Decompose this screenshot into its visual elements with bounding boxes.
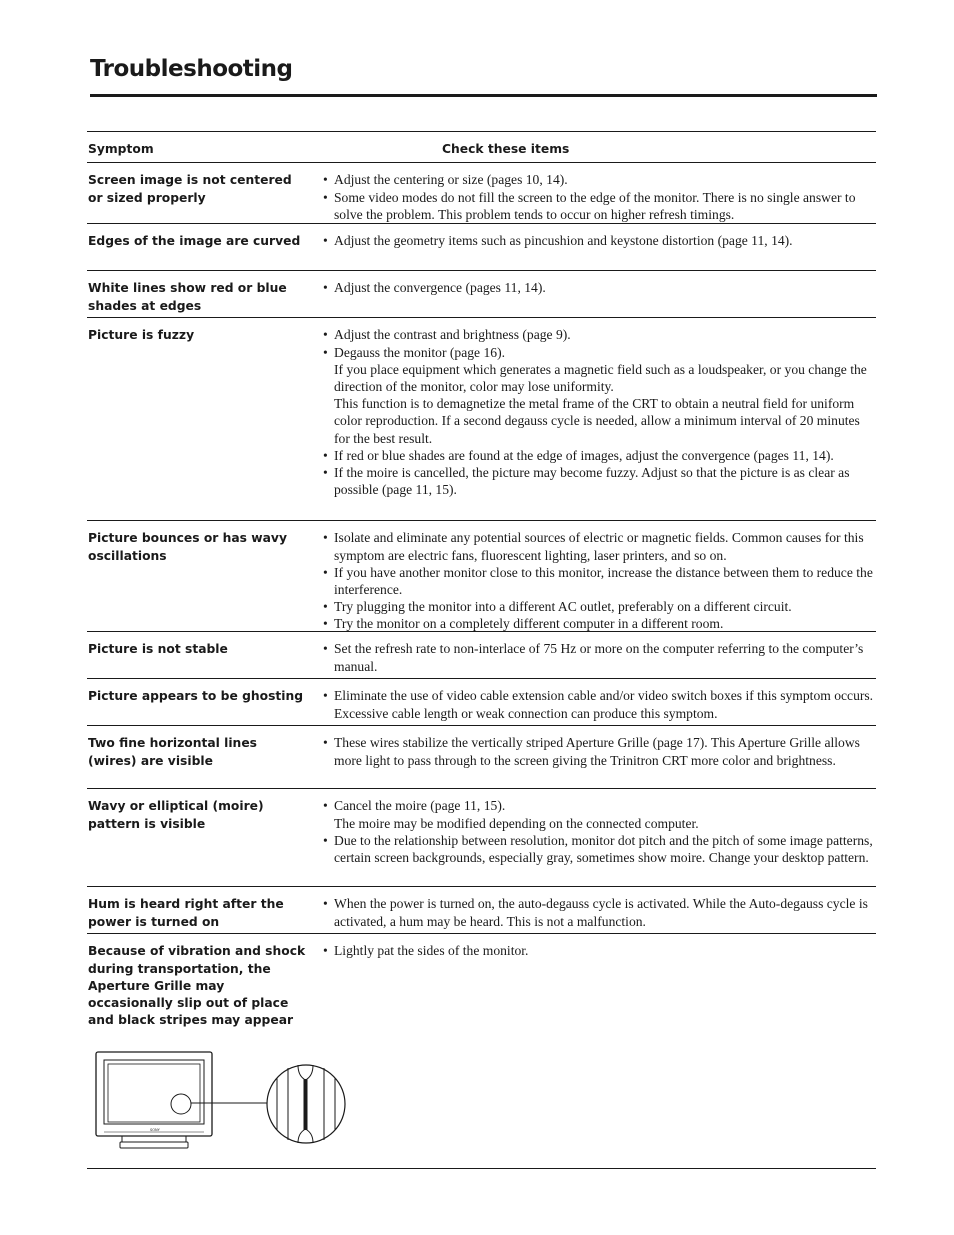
check-item-text: Adjust the centering or size (pages 10, 14). — [334, 172, 568, 188]
magnified-aperture-grille-icon — [267, 1065, 345, 1143]
symptom-cell: Screen image is not centered or sized properly — [88, 173, 292, 205]
check-items-list — [323, 797, 876, 866]
check-item — [323, 687, 876, 721]
check-item — [323, 189, 876, 223]
check-item — [323, 326, 876, 343]
symptom-cell: Picture is fuzzy — [88, 328, 195, 343]
check-items-list — [323, 895, 876, 929]
check-items-cell — [309, 318, 876, 520]
symptom-cell: Edges of the image are curved — [88, 234, 301, 249]
check-item-text: Adjust the geometry items such as pincushion and keystone distortion (page 11, 14). — [334, 233, 793, 249]
check-item-text: Set the refresh rate to non-interlace of 75 Hz or more on the computer referring to the computer’s manual. — [334, 641, 864, 674]
check-item-text: Degauss the monitor (page 16). — [334, 344, 506, 360]
check-items-cell — [309, 934, 876, 1034]
check-items-list — [323, 171, 876, 223]
check-items-cell — [309, 163, 876, 223]
table-row — [87, 789, 876, 887]
table-row — [87, 521, 876, 632]
check-item-text: Try plugging the monitor into a different AC outlet, preferably on a different circuit. — [334, 599, 792, 615]
check-item-note: This function is to demagnetize the metal frame of the CRT to obtain a neutral field for uniform color reproduction. If a second degauss cycle is needed, allow a minimum interval of 20 minutes for the best result. — [334, 396, 860, 446]
check-item-text: When the power is turned on, the auto-degauss cycle is activated. While the Auto-degauss cycle is activated, a hum may be heard. This is not a malfunction. — [334, 896, 868, 929]
check-item-text: Adjust the contrast and brightness (page 9). — [334, 327, 571, 343]
symptom-cell: Picture is not stable — [88, 642, 228, 657]
check-item — [323, 232, 876, 249]
table-row — [87, 679, 876, 726]
symptom-cell: Picture appears to be ghosting — [88, 689, 304, 704]
title-rule — [90, 94, 877, 97]
check-items-list — [323, 232, 876, 249]
check-item — [323, 895, 876, 929]
check-item — [323, 598, 876, 615]
check-item-text: Isolate and eliminate any potential sources of electric or magnetic fields. Common causes for this symptom are electric fans, fluorescent lighting, laser printers, and so on. — [334, 530, 864, 563]
check-item-text: Lightly pat the sides of the monitor. — [334, 943, 529, 959]
check-item-text: If the moire is cancelled, the picture may become fuzzy. Adjust so that the picture is as clear as possible (page 11, 15). — [334, 464, 850, 498]
symptom-cell: White lines show red or blue shades at edges — [88, 281, 287, 313]
table-row — [87, 318, 876, 521]
check-item — [323, 279, 876, 296]
check-item-text: Some video modes do not fill the screen to the edge of the monitor. There is no single answer to solve the problem. This problem tends to occur on higher refresh timings. — [334, 189, 856, 222]
check-items-cell — [309, 521, 876, 631]
check-item-text: If you have another monitor close to this monitor, increase the distance between them to reduce the interference. — [334, 564, 873, 597]
check-item — [323, 171, 876, 188]
check-items-cell — [309, 632, 876, 678]
symptom-cell: Hum is heard right after the power is turned on — [88, 897, 284, 929]
page-title: Troubleshooting — [90, 56, 293, 82]
table-body — [87, 163, 876, 1034]
check-item — [323, 564, 876, 598]
check-item-note: If you place equipment which generates a magnetic field such as a loudspeaker, or you change the direction of the monitor, color may lose uniformity. — [334, 361, 867, 394]
table-row — [87, 163, 876, 224]
table-row — [87, 934, 876, 1034]
table-row — [87, 726, 876, 789]
check-item — [323, 615, 876, 632]
monitor-aperture-grille-illustration — [92, 1048, 352, 1158]
symptom-cell: Picture bounces or has wavy oscillations — [88, 531, 287, 563]
monitor-icon — [96, 1052, 212, 1148]
table-row — [87, 271, 876, 318]
check-item-text: Adjust the convergence (pages 11, 14). — [334, 280, 546, 296]
check-item — [323, 447, 876, 464]
monitor-brand-label: SONY — [150, 1128, 160, 1132]
check-item — [323, 942, 876, 959]
check-item-text: These wires stabilize the vertically striped Aperture Grille (page 17). This Aperture Grille allows more light to pass through to the screen giving the Trinitron CRT more color and brightness. — [334, 735, 860, 768]
check-items-cell — [309, 271, 876, 317]
check-items-cell — [309, 224, 876, 270]
check-items-list — [323, 279, 876, 296]
check-items-list — [323, 687, 876, 721]
symptom-cell: Two fine horizontal lines (wires) are visible — [88, 736, 257, 768]
table-row — [87, 224, 876, 271]
check-item — [323, 797, 876, 831]
table-row — [87, 632, 876, 679]
check-items-list — [323, 640, 876, 674]
check-item-text: If red or blue shades are found at the edge of images, adjust the convergence (pages 11, 14). — [334, 447, 834, 463]
check-item-note: The moire may be modified depending on the connected computer. — [334, 815, 699, 831]
check-item — [323, 832, 876, 866]
symptom-cell: Wavy or elliptical (moire) pattern is visible — [88, 799, 264, 831]
check-items-cell — [309, 679, 876, 725]
check-items-cell — [309, 726, 876, 788]
check-item-text: Try the monitor on a completely different computer in a different room. — [334, 616, 724, 632]
check-item — [323, 734, 876, 768]
check-items-cell — [309, 887, 876, 933]
symptom-cell: Because of vibration and shock during transportation, the Aperture Grille may occasionally slip out of place and black stripes may appear — [88, 944, 306, 1028]
check-items-list — [323, 734, 876, 768]
check-item — [323, 464, 876, 498]
check-item — [323, 640, 876, 674]
symptom-column-header: Symptom — [88, 142, 154, 156]
table-header-row — [87, 132, 876, 163]
table-row — [87, 887, 876, 934]
check-items-cell — [309, 789, 876, 886]
bottom-rule — [87, 1168, 876, 1169]
check-items-list — [323, 326, 876, 498]
check-item-text: Eliminate the use of video cable extension cable and/or video switch boxes if this symptom occurs. Excessive cable length or weak connection can produce this symptom. — [334, 688, 874, 721]
check-items-list — [323, 529, 876, 632]
check-item — [323, 344, 876, 447]
check-item — [323, 529, 876, 563]
check-column-header: Check these items — [442, 142, 570, 156]
check-item-text: Cancel the moire (page 11, 15). — [334, 798, 506, 814]
check-item-text: Due to the relationship between resolution, monitor dot pitch and the pitch of some image patterns, certain screen backgrounds, especially gray, sometimes show moire. Change your desktop pattern. — [334, 832, 873, 865]
check-items-list — [323, 942, 876, 959]
troubleshooting-table — [87, 131, 876, 1034]
